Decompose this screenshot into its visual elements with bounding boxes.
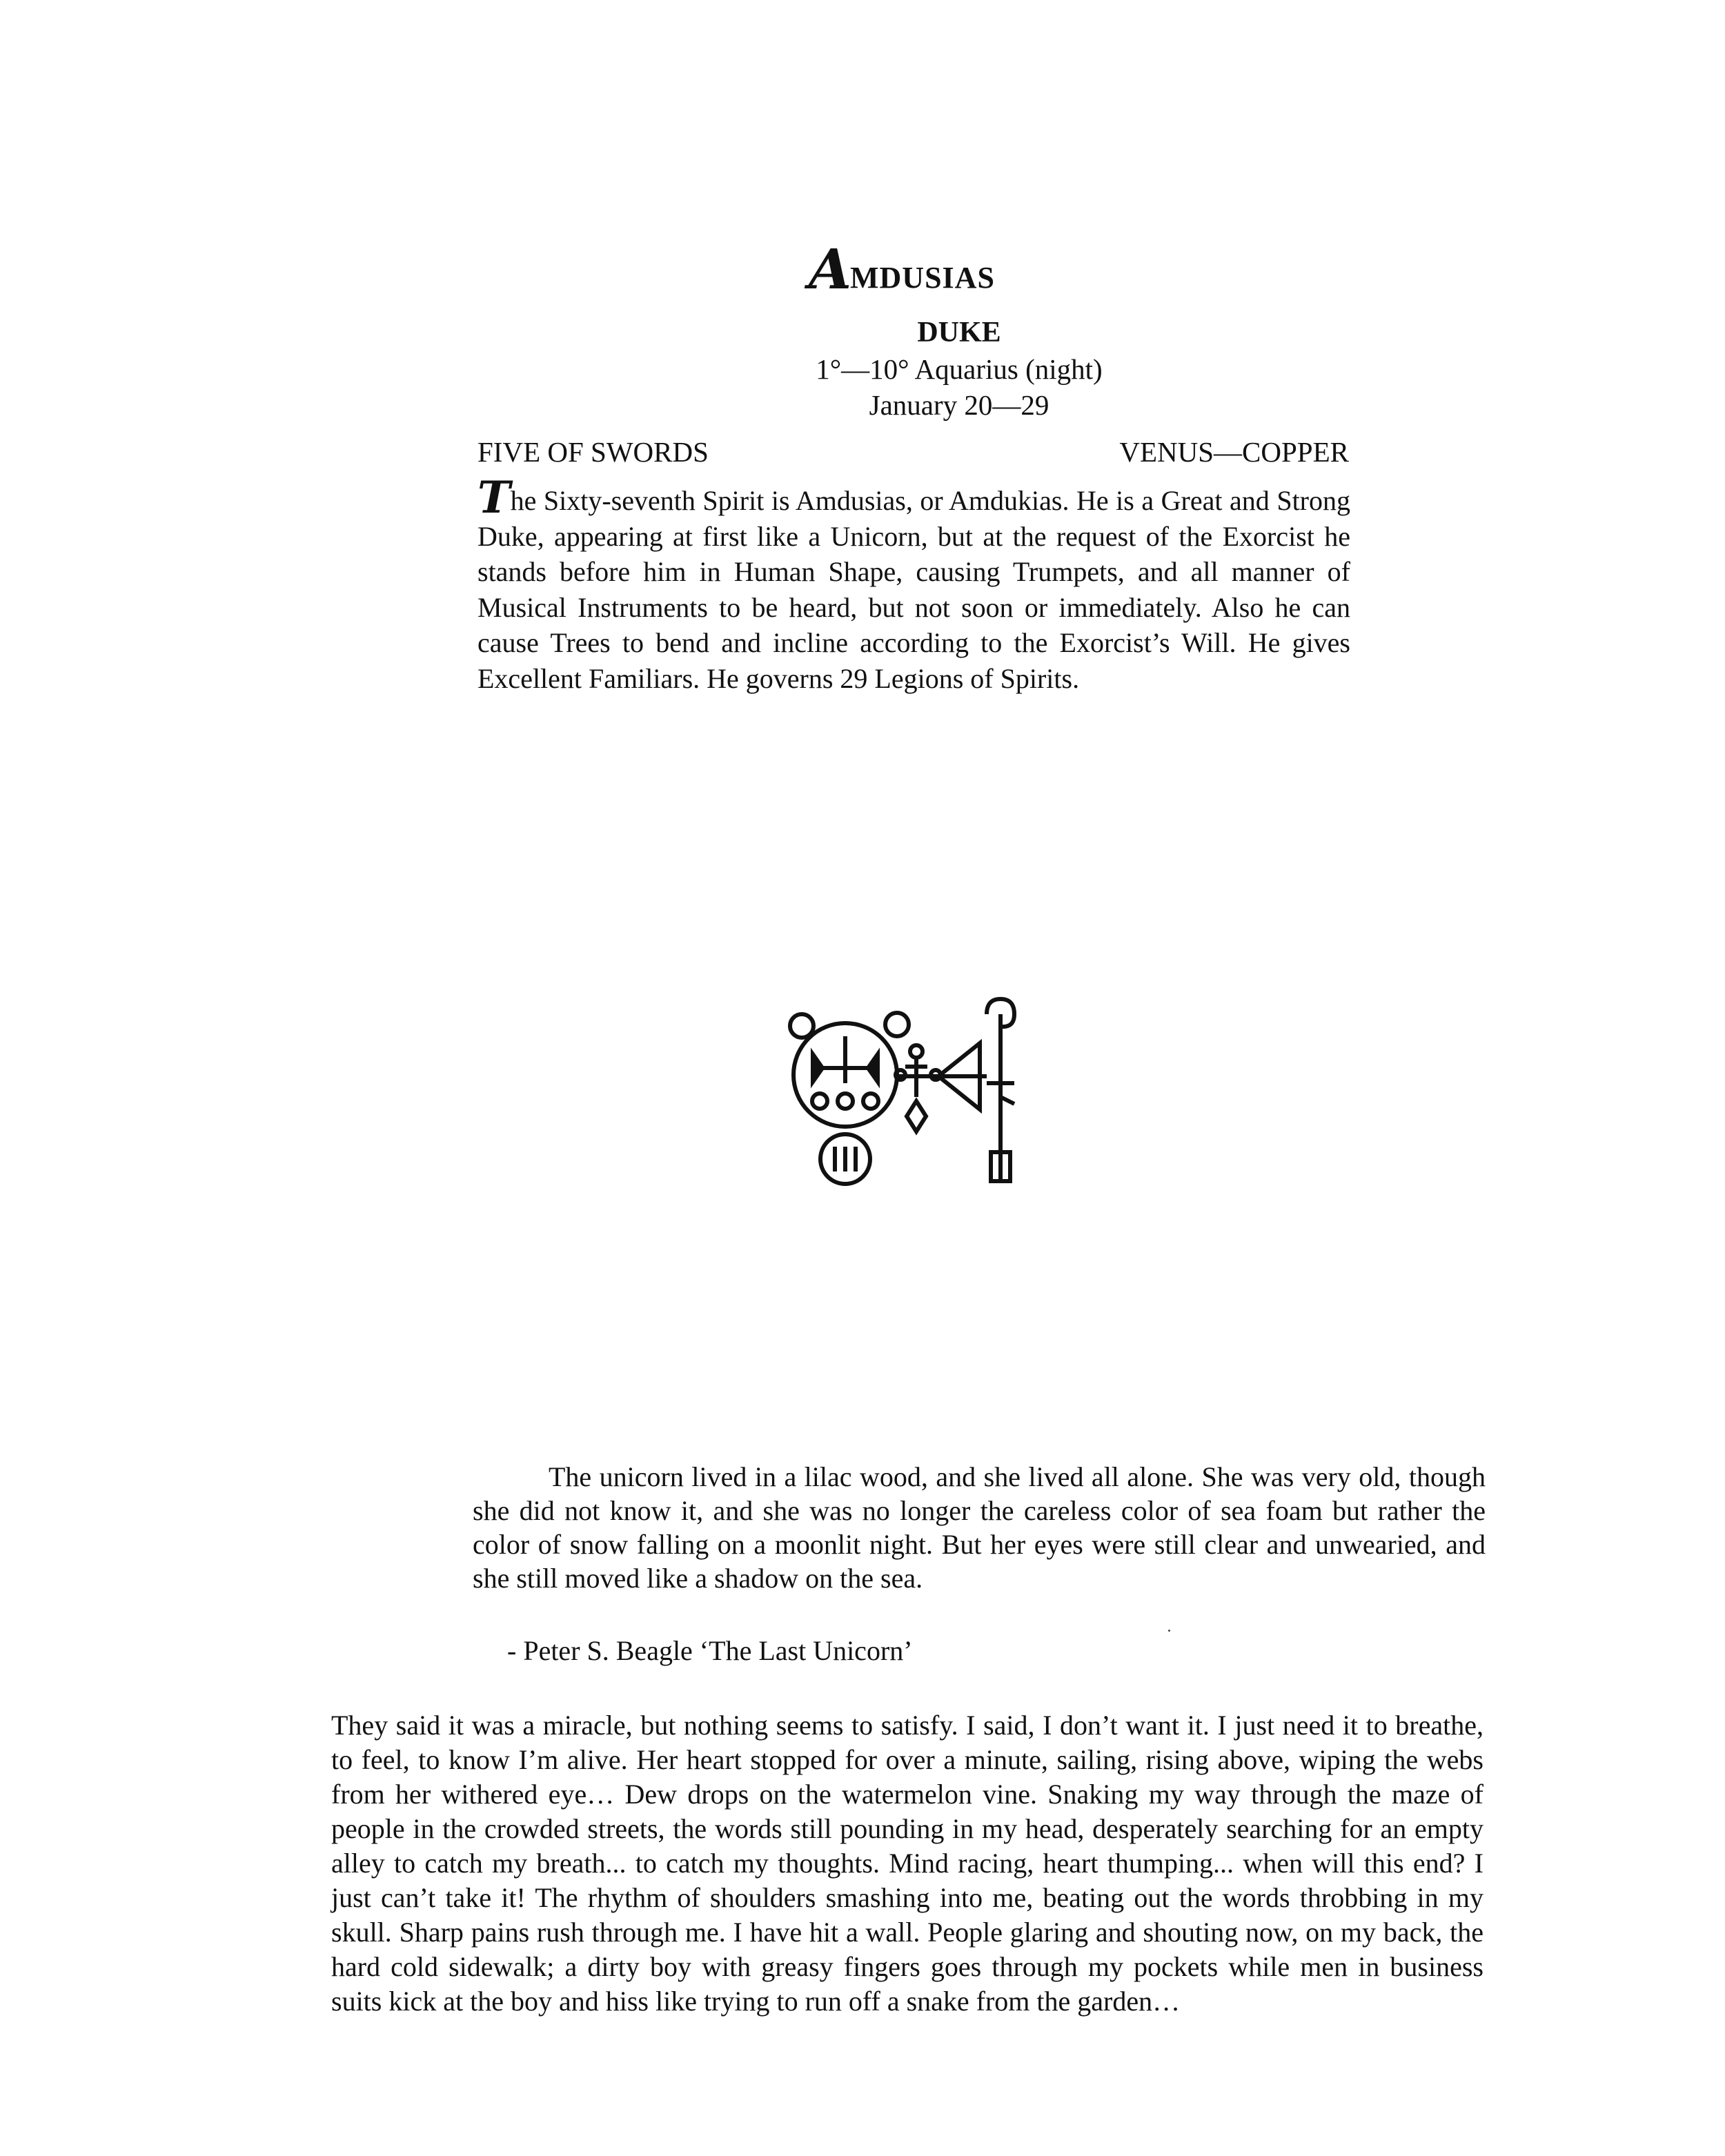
- title-text: MDUSIAS: [850, 261, 995, 295]
- description-text: he Sixty-seventh Spirit is Amdusias, or Amdukias. He is a Great and Strong Duke, appearing at first like a Unicorn, but at the request of the Exorcist he stands before him in Human Shape, causing Trumpets, and all manner of Musical Instruments to be heard, but not soon or immediately. Also he can cause Trees to bend and incline according to the Exorcist’s Will. He gives Excellent Familiars. He governs 29 Legions of Spirits.: [477, 485, 1350, 694]
- title-initial: A: [809, 237, 852, 301]
- planet-metal: VENUS—COPPER: [1119, 436, 1349, 468]
- zodiac-degrees: 1°—10° Aquarius (night): [816, 353, 1103, 385]
- rank-label: DUKE: [917, 317, 1001, 348]
- date-range: January 20—29: [869, 389, 1049, 421]
- spirit-description: [477, 472, 1350, 696]
- page-title: [0, 238, 1725, 300]
- print-speck: [1168, 1630, 1170, 1632]
- sigil-icon: [773, 993, 1042, 1200]
- prose-paragraph: They said it was a miracle, but nothing seems to satisfy. I said, I don’t want it. I just need it to breathe, to feel, to know I’m alive. Her heart stopped for over a minute, sailing, rising above, wiping the webs from her withered eye… Dew drops on the watermelon vine. Snaking my way through the maze of people in the crowded streets, the words still pounding in my head, desperately searching for an empty alley to catch my breath... to catch my thoughts. Mind racing, heart thumping... when will this end? I just can’t take it! The rhythm of shoulders smashing into me, beating out the words throbbing in my skull. Sharp pains rush through me. I have hit a wall. People glaring and shouting now, on my back, the hard cold sidewalk; a dirty boy with greasy fingers goes through my pockets while men in business suits kick at the boy and hiss like trying to run off a snake from the garden…: [331, 1710, 1483, 2017]
- tarot-card: FIVE OF SWORDS: [477, 436, 709, 468]
- drop-cap: T: [477, 472, 511, 524]
- quote-attribution: - Peter S. Beagle ‘The Last Unicorn’: [507, 1635, 913, 1666]
- epigraph-quote: The unicorn lived in a lilac wood, and she lived all alone. She was very old, though she did not know it, and she was no longer the careless color of sea foam but rather the color of snow falling on a moonlit night. But her eyes were still clear and unwearied, and she still moved like a shadow on the sea.: [473, 1461, 1486, 1594]
